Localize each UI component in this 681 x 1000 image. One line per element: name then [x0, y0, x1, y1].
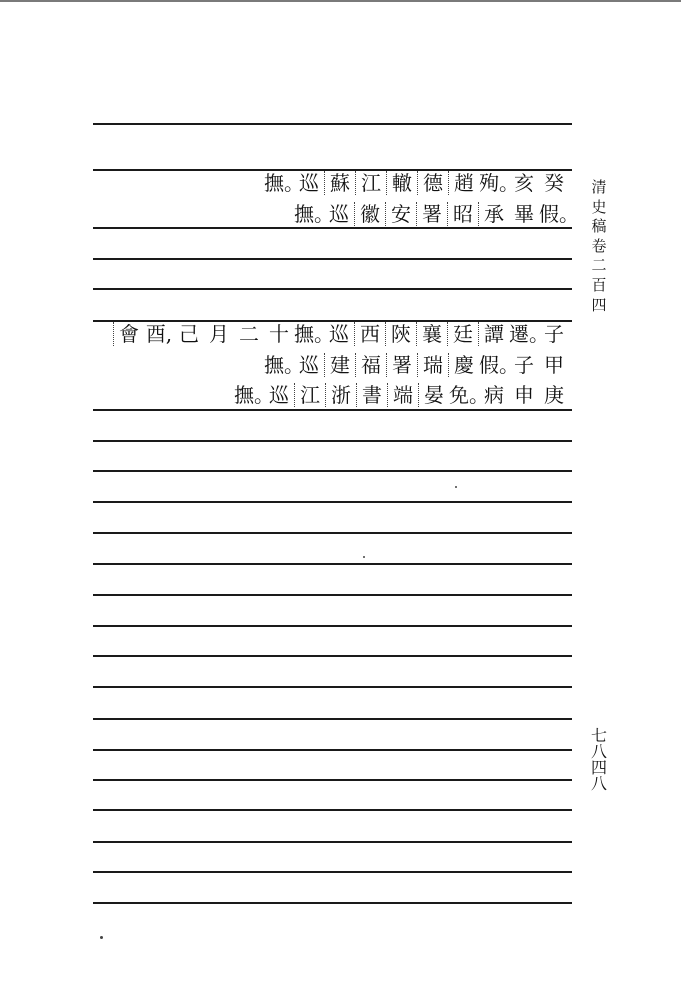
entry-char: 西 — [354, 322, 385, 346]
entry-char: 十 — [269, 322, 289, 346]
entry-char: 安 — [385, 202, 416, 226]
entry-char: 癸 — [544, 171, 564, 195]
entry-char: 瑞 — [417, 353, 448, 377]
entry-char: 申 — [514, 383, 534, 407]
entry-char: 撫。 — [234, 383, 274, 407]
entry-char: 德 — [417, 171, 448, 195]
entry-char: 己 — [179, 322, 199, 346]
entry-char: 晏 — [418, 383, 449, 407]
entry-char: 浙 — [325, 383, 356, 407]
entry-char: 酉, — [145, 322, 173, 346]
entry-char: 巡 — [299, 171, 319, 195]
table-rule — [93, 258, 572, 260]
table-rule — [93, 563, 572, 565]
entry-char: 署 — [416, 202, 447, 226]
entry-row — [294, 196, 579, 226]
entry-char: 免。 — [449, 383, 489, 407]
entry-char: 巡 — [269, 383, 289, 407]
running-title: 清史稿卷二百四 — [591, 178, 607, 314]
table-rule — [93, 594, 572, 596]
entry-char: 廷 — [447, 322, 478, 346]
entry-char: 月 — [209, 322, 229, 346]
entry-char: 子 — [514, 353, 534, 377]
entry-char: 襄 — [416, 322, 447, 346]
entry-char: 轍 — [386, 171, 417, 195]
table-rule — [93, 227, 572, 229]
ink-speck — [363, 556, 365, 558]
entry-char: 甲 — [544, 353, 564, 377]
entry-row — [264, 165, 569, 195]
entry-char: 昭 — [447, 202, 478, 226]
entry-char: 書 — [356, 383, 387, 407]
table-rule — [93, 440, 572, 442]
entry-row — [264, 347, 569, 377]
entry-char: 蘇 — [324, 171, 355, 195]
table-rule — [93, 288, 572, 290]
entry-row — [113, 316, 569, 346]
entry-char: 端 — [387, 383, 418, 407]
table-rule — [93, 686, 572, 688]
scan-border — [0, 0, 681, 2]
entry-char: 二 — [239, 322, 259, 346]
entry-char: 會 — [113, 322, 144, 346]
table-rule — [93, 718, 572, 720]
table-rule — [93, 871, 572, 873]
entry-char: 亥 — [514, 171, 534, 195]
entry-char: 徽 — [354, 202, 385, 226]
table-rule — [93, 501, 572, 503]
table-rule — [93, 655, 572, 657]
entry-char: 子 — [544, 322, 564, 346]
entry-char: 假。 — [479, 353, 519, 377]
entry-char: 趙 — [448, 171, 479, 195]
table-rule — [93, 409, 572, 411]
entry-char: 假。 — [539, 202, 579, 226]
entry-char: 巡 — [299, 353, 319, 377]
table-rule — [93, 532, 572, 534]
table-rule — [93, 749, 572, 751]
entry-char: 撫。 — [264, 353, 304, 377]
entry-char: 遷。 — [509, 322, 549, 346]
entry-char: 承 — [478, 202, 509, 226]
table-rule — [93, 902, 572, 904]
ink-speck — [455, 486, 457, 488]
entry-char: 江 — [294, 383, 325, 407]
entry-char: 殉。 — [479, 171, 519, 195]
page-number: 七八四八 — [590, 726, 607, 793]
entry-char: 巡 — [329, 322, 349, 346]
entry-char: 建 — [324, 353, 355, 377]
entry-char: 畢 — [514, 202, 534, 226]
table-rule — [93, 470, 572, 472]
table-rule — [93, 841, 572, 843]
entry-char: 慶 — [448, 353, 479, 377]
table-rule — [93, 779, 572, 781]
table-rule — [93, 625, 572, 627]
entry-char: 江 — [355, 171, 386, 195]
entry-char: 譚 — [478, 322, 509, 346]
table-rule — [93, 809, 572, 811]
entry-char: 庚 — [544, 383, 564, 407]
entry-char: 陝 — [385, 322, 416, 346]
entry-char: 撫。 — [294, 202, 334, 226]
entry-char: 福 — [355, 353, 386, 377]
entry-char: 撫。 — [264, 171, 304, 195]
entry-char: 巡 — [329, 202, 349, 226]
entry-row — [234, 377, 569, 407]
entry-char: 撫。 — [294, 322, 334, 346]
table-rule — [93, 123, 572, 125]
ink-speck — [100, 936, 103, 939]
entry-char: 署 — [386, 353, 417, 377]
entry-char: 病 — [484, 383, 504, 407]
